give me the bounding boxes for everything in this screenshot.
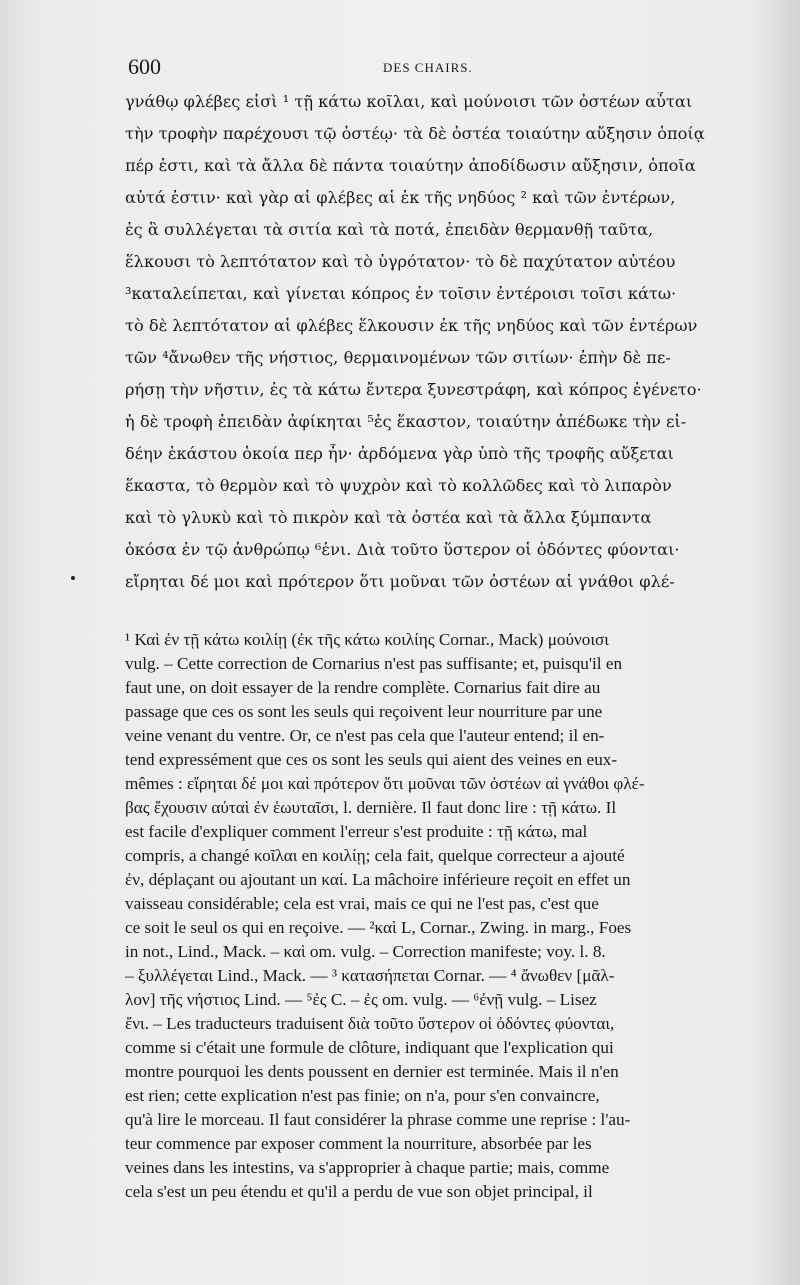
footnote-line: ce soit le seul os qui en reçoive. — ²καὶ L, Cornar., Zwing. in marg., Foes — [125, 918, 632, 937]
footnote-line: tend expressément que ces os sont les seuls qui aient des veines en eux- — [125, 750, 618, 769]
footnote-line: compris, a changé κοῖλαι en κοιλίῃ; cela fait, quelque correcteur a ajouté — [125, 846, 625, 865]
greek-line: τὸ δὲ λεπτότατον αἱ φλέβες ἕλκουσιν ἐκ τῆς νηδύος καὶ τῶν ἐντέρων — [125, 316, 698, 335]
footnote-line: λον] τῆς νήστιος Lind. — ⁵ἐς C. – ἐς om. vulg. — ⁶ἐνῇ vulg. – Lisez — [125, 990, 597, 1009]
footnote-line: montre pourquoi les dents poussent en dernier est terminée. Mais il n'en — [125, 1062, 619, 1081]
greek-line: ὁκόσα ἐν τῷ ἀνθρώπῳ ⁶ἐνι. Διὰ τοῦτο ὕστερον οἱ ὀδόντες φύονται· — [125, 540, 680, 559]
footnote-line: veine venant du ventre. Or, ce n'est pas cela que l'auteur entend; il en- — [125, 726, 605, 745]
footnote-line: ¹ Καὶ ἐν τῇ κάτω κοιλίῃ (ἐκ τῆς κάτω κοιλίης Cornar., Mack) μούνοισι — [125, 630, 609, 649]
footnote-line: veines dans les intestins, va s'approprier à chaque partie; mais, comme — [125, 1158, 610, 1177]
footnote-line: in not., Lind., Mack. – καὶ om. vulg. – Correction manifeste; voy. l. 8. — [125, 942, 606, 961]
greek-line: ρήσῃ τὴν νῆστιν, ἐς τὰ κάτω ἔντερα ξυνεστράφη, καὶ κόπρος ἐγένετο· — [125, 380, 702, 399]
greek-line: ἕκαστα, τὸ θερμὸν καὶ τὸ ψυχρὸν καὶ τὸ κολλῶδες καὶ τὸ λιπαρὸν — [125, 476, 672, 495]
margin-mark — [71, 576, 75, 580]
greek-line: εἴρηται δέ μοι καὶ πρότερον ὅτι μοῦναι τῶν ὀστέων αἱ γνάθοι φλέ- — [125, 572, 675, 591]
greek-line: γνάθῳ φλέβες εἰσὶ ¹ τῇ κάτω κοῖλαι, καὶ μούνοισι τῶν ὀστέων αὗται — [125, 92, 693, 111]
greek-line: ἕλκουσι τὸ λεπτότατον καὶ τὸ ὑγρότατον· τὸ δὲ παχύτατον αὐτέου — [125, 252, 676, 271]
greek-line: ³καταλείπεται, καὶ γίνεται κόπρος ἐν τοῖσιν ἐντέροισι τοῖσι κάτω· — [125, 284, 677, 303]
footnote-line: est rien; cette explication n'est pas finie; on n'a, pour s'en convaincre, — [125, 1086, 600, 1105]
footnote-line: qu'à lire le morceau. Il faut considérer la phrase comme une reprise : l'au- — [125, 1110, 631, 1129]
footnote-line: ἐν, déplaçant ou ajoutant un καί. La mâchoire inférieure reçoit en effet un — [125, 870, 631, 889]
footnote-line: vulg. – Cette correction de Cornarius n'est pas suffisante; et, puisqu'il en — [125, 654, 623, 673]
running-title: DES CHAIRS. — [383, 60, 473, 75]
greek-line: τῶν ⁴ἄνωθεν τῆς νήστιος, θερμαινομένων τῶν σιτίων· ἐπὴν δὲ πε- — [125, 348, 671, 367]
greek-line: τὴν τροφὴν παρέχουσι τῷ ὀστέῳ· τὰ δὲ ὀστέα τοιαύτην αὔξησιν ὁποίᾳ — [125, 124, 705, 143]
footnote-line: faut une, on doit essayer de la rendre complète. Cornarius fait dire au — [125, 678, 601, 697]
greek-line: αὐτά ἐστιν· καὶ γὰρ αἱ φλέβες αἱ ἐκ τῆς νηδύος ² καὶ τῶν ἐντέρων, — [125, 188, 676, 207]
greek-line: ἐς ἃ συλλέγεται τὰ σιτία καὶ τὰ ποτά, ἐπειδὰν θερμανθῇ ταῦτα, — [125, 220, 654, 239]
footnote-line: mêmes : εἴρηται δέ μοι καὶ πρότερον ὅτι μοῦναι τῶν ὀστέων αἱ γνάθοι φλέ- — [125, 774, 645, 793]
footnote-line: comme si c'était une formule de clôture, indiquant que l'explication qui — [125, 1038, 614, 1057]
footnote-line: ἔνι. – Les traducteurs traduisent διὰ τοῦτο ὕστερον οἱ ὀδόντες φύονται, — [125, 1014, 615, 1033]
footnote-line: teur commence par exposer comment la nourriture, absorbée par les — [125, 1134, 592, 1153]
greek-line: ἡ δὲ τροφὴ ἐπειδὰν ἀφίκηται ⁵ἐς ἕκαστον, τοιαύτην ἀπέδωκε τὴν εἰ- — [125, 412, 687, 431]
footnote-line: passage que ces os sont les seuls qui reçoivent leur nourriture par une — [125, 702, 603, 721]
footnote-line: – ξυλλέγεται Lind., Mack. — ³ κατασήπεται Cornar. — ⁴ ἄνωθεν [μᾶλ- — [125, 966, 615, 985]
greek-line: δέην ἑκάστου ὁκοία περ ἦν· ἀρδόμενα γὰρ ὑπὸ τῆς τροφῆς αὔξεται — [125, 444, 674, 463]
footnote-line: βας ἔχουσιν αὐταὶ ἐν ἑωυταῖσι, l. dernière. Il faut donc lire : τῇ κάτω. Il — [125, 798, 617, 817]
footnote-line: cela s'est un peu étendu et qu'il a perdu de vue son objet principal, il — [125, 1182, 593, 1201]
page-number: 600 — [128, 54, 161, 79]
greek-line: καὶ τὸ γλυκὺ καὶ τὸ πικρὸν καὶ τὰ ὀστέα καὶ τὰ ἄλλα ξύμπαντα — [125, 508, 652, 527]
footnote-line: vaisseau considérable; cela est vrai, mais ce qui ne l'est pas, c'est que — [125, 894, 599, 913]
footnote-line: est facile d'expliquer comment l'erreur s'est produite : τῇ κάτω, mal — [125, 822, 588, 841]
greek-line: πέρ ἐστι, καὶ τὰ ἄλλα δὲ πάντα τοιαύτην ἀποδίδωσιν αὔξησιν, ὁποῖα — [125, 156, 696, 175]
